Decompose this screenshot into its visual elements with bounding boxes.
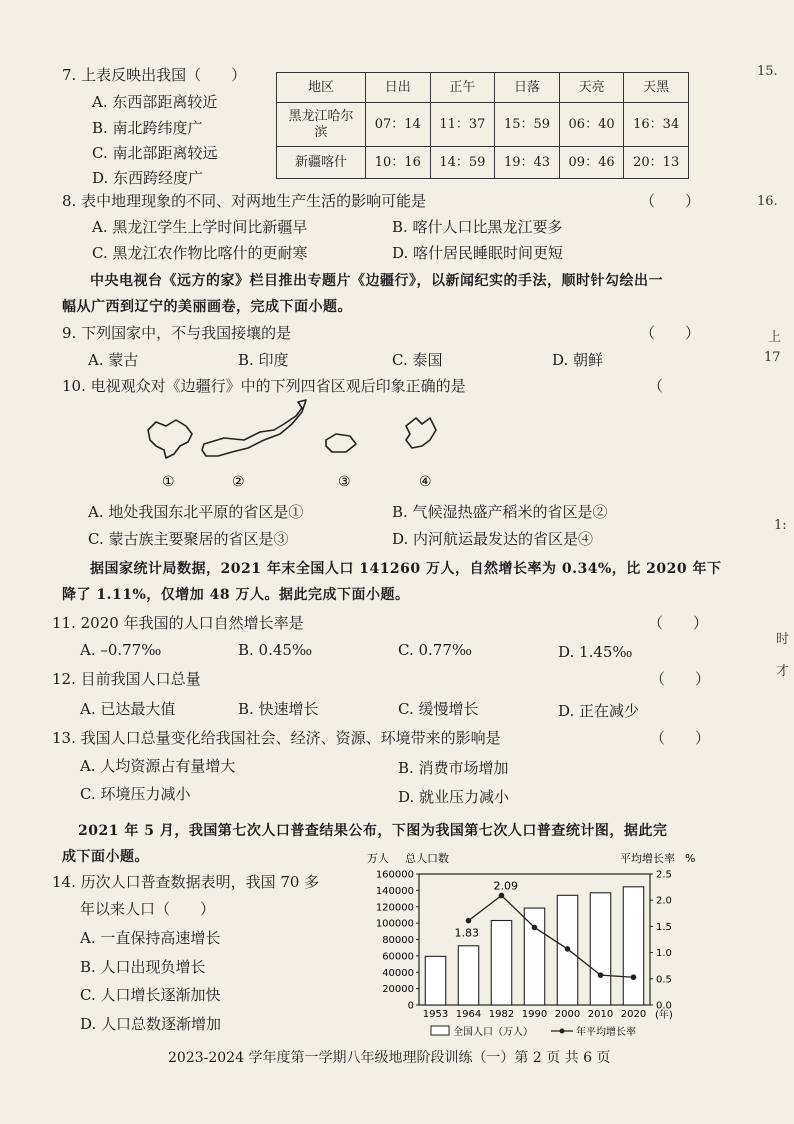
table-header: 正午: [430, 73, 495, 103]
q12-option-a: A. 已达最大值: [80, 700, 176, 718]
q9-option-c: C. 泰国: [392, 351, 443, 369]
q7-option-c: C. 南北部距离较远: [92, 144, 218, 162]
population-census-chart: [365, 848, 705, 1040]
q9-option-b: B. 印度: [238, 351, 289, 369]
rail-question-16: 16.: [757, 194, 778, 209]
q9-stem: 9. 下列国家中，不与我国接壤的是: [62, 324, 292, 342]
intro-paragraph-line: 2021 年 5 月，我国第七次人口普查结果公布，下图为我国第七次人口普查统计图，据此完: [78, 823, 668, 839]
q11-option-c: C. 0.77‰: [398, 641, 473, 659]
q11-option-b: B. 0.45‰: [238, 641, 313, 659]
table-header: 日出: [366, 73, 431, 103]
rail-question-15: 15.: [757, 64, 778, 79]
y-right-tick-label: 1.0: [656, 948, 672, 960]
y-left-tick-label: 100000: [375, 918, 414, 930]
y-left-tick-label: 0: [407, 1000, 414, 1012]
y-left-tick-label: 80000: [382, 935, 414, 946]
table-header: 天黑: [624, 73, 689, 103]
q7-option-a: A. 东西部距离较近: [92, 93, 218, 111]
population-bar: [623, 887, 643, 1005]
q9-answer-paren: （ ）: [640, 324, 701, 342]
chart-left-label: 总人口数: [405, 852, 449, 865]
table-cell: 19：43: [495, 147, 560, 179]
q10-option-a: A. 地处我国东北平原的省区是①: [88, 503, 304, 521]
growth-rate-point: [466, 918, 472, 924]
q13-option-b: B. 消费市场增加: [398, 759, 509, 777]
y-right-tick-label: 2.0: [656, 895, 672, 907]
legend-swatch-bar: [431, 1026, 449, 1035]
y-left-tick-label: 160000: [375, 869, 414, 881]
province-map-4: [406, 418, 436, 448]
q7-stem: 7. 上表反映出我国（ ）: [62, 66, 247, 84]
y-right-tick-label: 1.5: [656, 921, 672, 933]
q14-stem-line-2: 年以来人口（ ）: [80, 900, 216, 918]
y-left-tick-label: 20000: [382, 984, 414, 996]
q8-option-d: D. 喀什居民睡眠时间更短: [392, 244, 564, 262]
x-tick-label: 2020: [620, 1009, 647, 1020]
population-bar: [590, 893, 610, 1005]
page-footer: 2023-2024 学年度第一学期八年级地理阶段训练（一）第 2 页 共 6 页: [168, 1050, 611, 1066]
q10-option-c: C. 蒙古族主要聚居的省区是③: [88, 530, 289, 548]
legend-label-bar: 全国人口（万人）: [453, 1027, 533, 1038]
table-cell: 11：37: [430, 103, 495, 147]
province-map-2: [202, 400, 306, 456]
table-cell: 15：59: [495, 103, 560, 147]
q13-stem: 13. 我国人口总量变化给我国社会、经济、资源、环境带来的影响是: [52, 729, 501, 747]
province-label-4: ④: [419, 474, 432, 490]
y-left-tick-label: 120000: [375, 902, 414, 914]
table-cell-region: 新疆喀什: [277, 147, 366, 179]
x-tick-label: 2010: [587, 1009, 614, 1020]
intro-paragraph-line: 降了 1.11%，仅增加 48 万人。据此完成下面小题。: [62, 587, 410, 603]
q8-option-b: B. 喀什人口比黑龙江要多: [392, 218, 563, 236]
q11-option-a: A. –0.77‰: [80, 641, 162, 659]
chart-right-unit: %: [685, 852, 696, 865]
rail-fragment: 1:: [774, 518, 787, 533]
table-header: 日落: [495, 73, 560, 103]
table-cell: 06：40: [559, 103, 624, 147]
population-bar: [425, 956, 445, 1005]
y-right-tick-label: 2.5: [656, 869, 672, 881]
q8-stem: 8. 表中地理现象的不同、对两地生产生活的影响可能是: [62, 192, 427, 210]
x-tick-label: 1953: [422, 1009, 449, 1020]
q12-stem: 12. 目前我国人口总量: [52, 670, 201, 688]
q13-answer-paren: （ ）: [650, 729, 711, 747]
q13-option-c: C. 环境压力减小: [80, 785, 191, 803]
q10-option-d: D. 内河航运最发达的省区是④: [392, 530, 594, 548]
q10-option-b: B. 气候湿热盛产稻米的省区是②: [392, 503, 608, 521]
q8-answer-paren: （ ）: [640, 192, 701, 210]
q13-option-d: D. 就业压力减小: [398, 788, 510, 806]
growth-rate-point: [631, 974, 637, 980]
rail-question-17: 17: [764, 350, 781, 365]
q12-option-c: C. 缓慢增长: [398, 700, 479, 718]
intro-paragraph-line: 成下面小题。: [62, 849, 149, 865]
growth-rate-point: [565, 946, 571, 952]
q13-option-a: A. 人均资源占有量增大: [80, 757, 236, 775]
rail-fragment: 才: [776, 664, 790, 679]
intro-paragraph-line: 幅从广西到辽宁的美丽画卷，完成下面小题。: [62, 299, 352, 315]
q14-option-c: C. 人口增长逐渐加快: [80, 986, 221, 1004]
population-bar: [524, 908, 544, 1005]
chart-right-label: 平均增长率: [620, 852, 675, 865]
y-right-tick-label: 0.5: [656, 974, 672, 986]
y-left-tick-label: 60000: [382, 951, 414, 963]
table-cell: 16：34: [624, 103, 689, 147]
province-label-3: ③: [338, 474, 351, 490]
rail-fragment: 上: [768, 330, 782, 345]
table-header-row: [277, 73, 689, 103]
q8-option-a: A. 黑龙江学生上学时间比新疆早: [92, 218, 308, 236]
table-cell: 20：13: [624, 147, 689, 179]
x-tick-label: 1964: [455, 1009, 482, 1020]
q14-option-b: B. 人口出现负增长: [80, 958, 206, 976]
q11-stem: 11. 2020 年我国的人口自然增长率是: [52, 614, 304, 632]
table-header: 地区: [277, 73, 366, 103]
x-tick-label: 2000: [554, 1009, 581, 1020]
table-cell: 09：46: [559, 147, 624, 179]
province-map-1: [148, 420, 192, 458]
population-bar: [458, 946, 478, 1005]
q12-option-d: D. 正在减少: [558, 702, 640, 720]
table-row: [277, 103, 689, 147]
province-label-1: ①: [162, 474, 175, 490]
intro-paragraph-line: 中央电视台《远方的家》栏目推出专题片《边疆行》，以新闻纪实的手法，顺时针勾绘出一: [90, 273, 663, 289]
province-label-2: ②: [232, 474, 245, 490]
q11-option-d: D. 1.45‰: [558, 643, 633, 661]
legend-label-line: 年平均增长率: [576, 1027, 636, 1038]
q14-option-d: D. 人口总数逐渐增加: [80, 1015, 222, 1033]
q7-option-b: B. 南北跨纬度广: [92, 119, 203, 137]
province-outline-maps: [140, 396, 460, 496]
rail-fragment: 时: [776, 632, 790, 647]
q14-stem: 14. 历次人口普查数据表明，我国 70 多: [52, 873, 320, 891]
q9-option-a: A. 蒙古: [88, 351, 139, 369]
data-label: 2.09: [493, 879, 518, 893]
legend-swatch-point: [560, 1029, 565, 1034]
q12-option-b: B. 快速增长: [238, 700, 319, 718]
q10-stem: 10. 电视观众对《边疆行》中的下列四省区观后印象正确的是: [62, 377, 466, 395]
chart-left-unit: 万人: [367, 852, 389, 865]
q7-option-d: D. 东西跨经度广: [92, 169, 204, 187]
growth-rate-point: [532, 925, 538, 931]
province-map-3: [326, 434, 356, 452]
q12-answer-paren: （ ）: [650, 670, 711, 688]
q8-option-c: C. 黑龙江农作物比喀什的更耐寒: [92, 244, 308, 262]
y-left-tick-label: 40000: [382, 967, 414, 979]
q11-answer-paren: （ ）: [648, 614, 709, 632]
chart-legend: [431, 1025, 636, 1038]
x-tick-label: 1990: [521, 1009, 548, 1020]
q9-option-d: D. 朝鲜: [552, 351, 604, 369]
table-cell: 07：14: [366, 103, 431, 147]
population-bar: [491, 921, 511, 1005]
table-cell: 10：16: [366, 147, 431, 179]
data-label: 1.83: [454, 926, 479, 940]
table-cell: 14：59: [430, 147, 495, 179]
intro-paragraph-line: 据国家统计局数据，2021 年末全国人口 141260 万人，自然增长率为 0.34%，比 2020 年下: [90, 561, 722, 577]
q10-answer-paren: （: [648, 377, 664, 395]
q14-option-a: A. 一直保持高速增长: [80, 929, 221, 947]
growth-rate-point: [499, 893, 505, 899]
table-cell-region: 黑龙江哈尔滨: [277, 103, 366, 147]
growth-rate-point: [598, 972, 604, 978]
table-header: 天亮: [559, 73, 624, 103]
table-row: [277, 147, 689, 179]
sunrise-table: [276, 72, 689, 179]
x-tick-label: 1982: [488, 1009, 515, 1020]
y-right-tick-label: 0.0: [656, 1000, 672, 1012]
chart-x-unit: (年): [655, 1010, 673, 1021]
y-left-tick-label: 140000: [375, 885, 414, 897]
